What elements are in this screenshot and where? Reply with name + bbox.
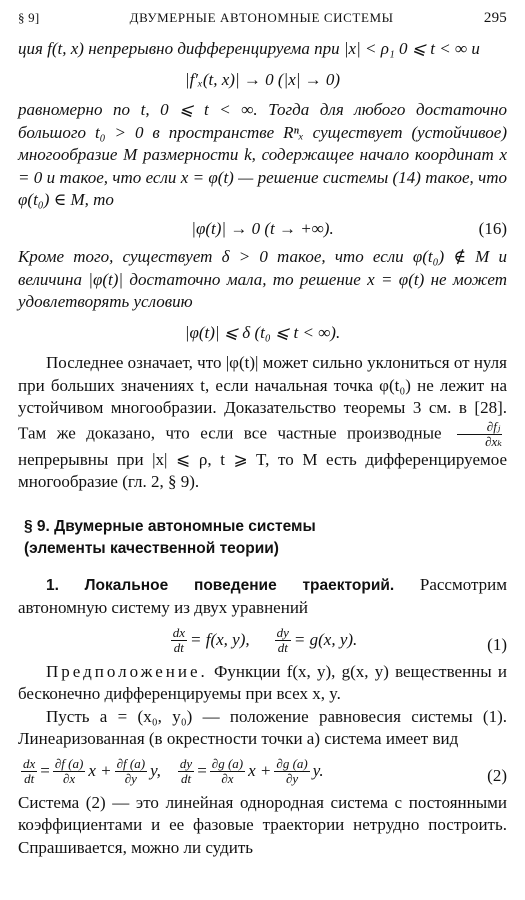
equation-2-number: (2) bbox=[487, 765, 507, 785]
eq2-dx-dt bbox=[21, 757, 37, 786]
eq1-dt2: dt bbox=[277, 639, 288, 655]
paragraph-theorem-statement: равномерно по t, 0 ⩽ t < ∞. Тогда для любого достаточно большого t₀ > 0 в пространстве Rⁿₓ существует (устойчивое) многообразие M размерности k, содержащее начало координат x = 0 и такое, что если x = φ(t) — решение системы (14) такое, что φ(t₀) ∈ M, то bbox=[18, 100, 507, 209]
equation-2-body bbox=[18, 757, 324, 786]
eq2-dy-dt bbox=[178, 757, 194, 786]
section-heading bbox=[24, 516, 507, 560]
subsection-intro: Рассмотрим автономную систему из двух уравнений bbox=[18, 574, 507, 617]
eq2-gx bbox=[210, 757, 245, 786]
paragraph-equilibrium: Пусть a = (x₀, y₀) — положение равновесия системы (1). Линеаризованная (в окрестности точки a) система имеет вид bbox=[18, 706, 507, 748]
equation-1-body bbox=[168, 626, 358, 655]
paragraph-remark bbox=[18, 352, 507, 494]
paragraph-theorem-cont: ция f(t, x) непрерывно дифференцируема при |x| < ρ₁ 0 ⩽ t < ∞ и bbox=[18, 39, 480, 58]
equation-1-number: (1) bbox=[487, 634, 507, 654]
equation-16-body: |φ(t)| → 0 (t → +∞). bbox=[191, 218, 334, 238]
formula-bound: |φ(t)| ⩽ δ (t₀ ⩽ t < ∞). bbox=[184, 322, 341, 342]
eq1-g-rhs: = g(x, y). bbox=[293, 629, 358, 649]
eq2-fy bbox=[115, 757, 147, 786]
eq2-dt1: dt bbox=[24, 770, 35, 786]
eq2-fx-num: ∂f (a) bbox=[54, 755, 84, 771]
eq2-fy-num: ∂f (a) bbox=[116, 755, 146, 771]
fraction-numerator: ∂fⱼ bbox=[457, 420, 502, 435]
remark-text-b: непрерывны при |x| ⩽ ρ, t ⩾ T, то M есть дифференцируемое многообразие (гл. 2, § 9). bbox=[18, 449, 507, 491]
eq2-fx bbox=[53, 757, 85, 786]
equation-16 bbox=[18, 218, 507, 241]
eq2-fx-den: ∂x bbox=[63, 770, 76, 786]
section-heading-line2: (элементы качественной теории) bbox=[24, 539, 279, 557]
eq2-dy: dy bbox=[179, 755, 193, 771]
eq2-gy-den: ∂y bbox=[285, 770, 299, 786]
eq2-eq-sign-2: = bbox=[197, 760, 207, 780]
eq2-x-term-2: x + bbox=[248, 760, 272, 780]
eq2-dx: dx bbox=[23, 755, 36, 771]
paragraph-theorem-addendum: Кроме того, существует δ > 0 такое, что если φ(t₀) ∉ M и величина |φ(t)| достаточно мала, то решение x = φ(t) не может удовлетворять условию bbox=[18, 247, 507, 311]
section-ref: § 9] bbox=[18, 10, 40, 25]
page-number: 295 bbox=[483, 10, 507, 26]
remark-text-a: Последнее означает, что |φ(t)| может сильно уклониться от нуля при больших значениях t, если начальная точка φ(t₀) не лежит на устойчивом многообразии. Доказательство теоремы 3 см. в [28]. Там же доказано, что если все частные производные bbox=[18, 353, 507, 442]
eq2-fy-den: ∂y bbox=[124, 770, 137, 786]
section-heading-line1: § 9. Двумерные автономные системы bbox=[24, 517, 316, 535]
equation-16-number: (16) bbox=[478, 218, 507, 238]
equation-2 bbox=[18, 757, 507, 786]
eq2-y-term-2: y. bbox=[312, 760, 324, 780]
running-title: ДВУМЕРНЫЕ АВТОНОМНЫЕ СИСТЕМЫ bbox=[129, 10, 394, 25]
subsection-heading: 1. Локальное поведение траекторий. bbox=[46, 576, 395, 594]
paragraph-local-behavior bbox=[18, 574, 507, 620]
partial-derivative-fraction bbox=[455, 420, 504, 449]
eq2-eq-sign-1: = bbox=[40, 760, 50, 780]
paragraph-assumption bbox=[18, 661, 507, 706]
eq2-gy bbox=[274, 757, 309, 786]
eq1-dx-dt bbox=[171, 626, 187, 655]
eq2-gy-num: ∂g (a) bbox=[276, 755, 308, 771]
fraction-denominator: ∂xₖ bbox=[485, 433, 502, 449]
assumption-text: Функции f(x, y), g(x, y) вещественны и бесконечно дифференцируемы при всех x, y. bbox=[18, 661, 507, 703]
eq2-gx-den: ∂x bbox=[221, 770, 234, 786]
assumption-label: Предположение. bbox=[46, 661, 208, 681]
eq2-dt2: dt bbox=[181, 770, 192, 786]
formula-derivative-limit: |f′ₓ(t, x)| → 0 (|x| → 0) bbox=[184, 69, 341, 89]
eq2-gx-num: ∂g (a) bbox=[211, 755, 244, 771]
eq1-dx: dx bbox=[172, 624, 185, 640]
eq1-dy-dt bbox=[275, 626, 291, 655]
eq1-f-rhs: = f(x, y), bbox=[190, 629, 250, 649]
eq1-dy: dy bbox=[276, 624, 289, 640]
eq2-y-term: y, bbox=[150, 760, 161, 780]
eq1-dt: dt bbox=[173, 639, 184, 655]
paragraph-linear-system: Система (2) — это линейная однородная система с постоянными коэффициентами и ее фазовые траектории нетрудно построить. Спрашивается, можно ли судить bbox=[18, 792, 507, 857]
eq2-x-term: x + bbox=[88, 760, 112, 780]
page-header bbox=[18, 10, 507, 26]
equation-1 bbox=[18, 626, 507, 655]
